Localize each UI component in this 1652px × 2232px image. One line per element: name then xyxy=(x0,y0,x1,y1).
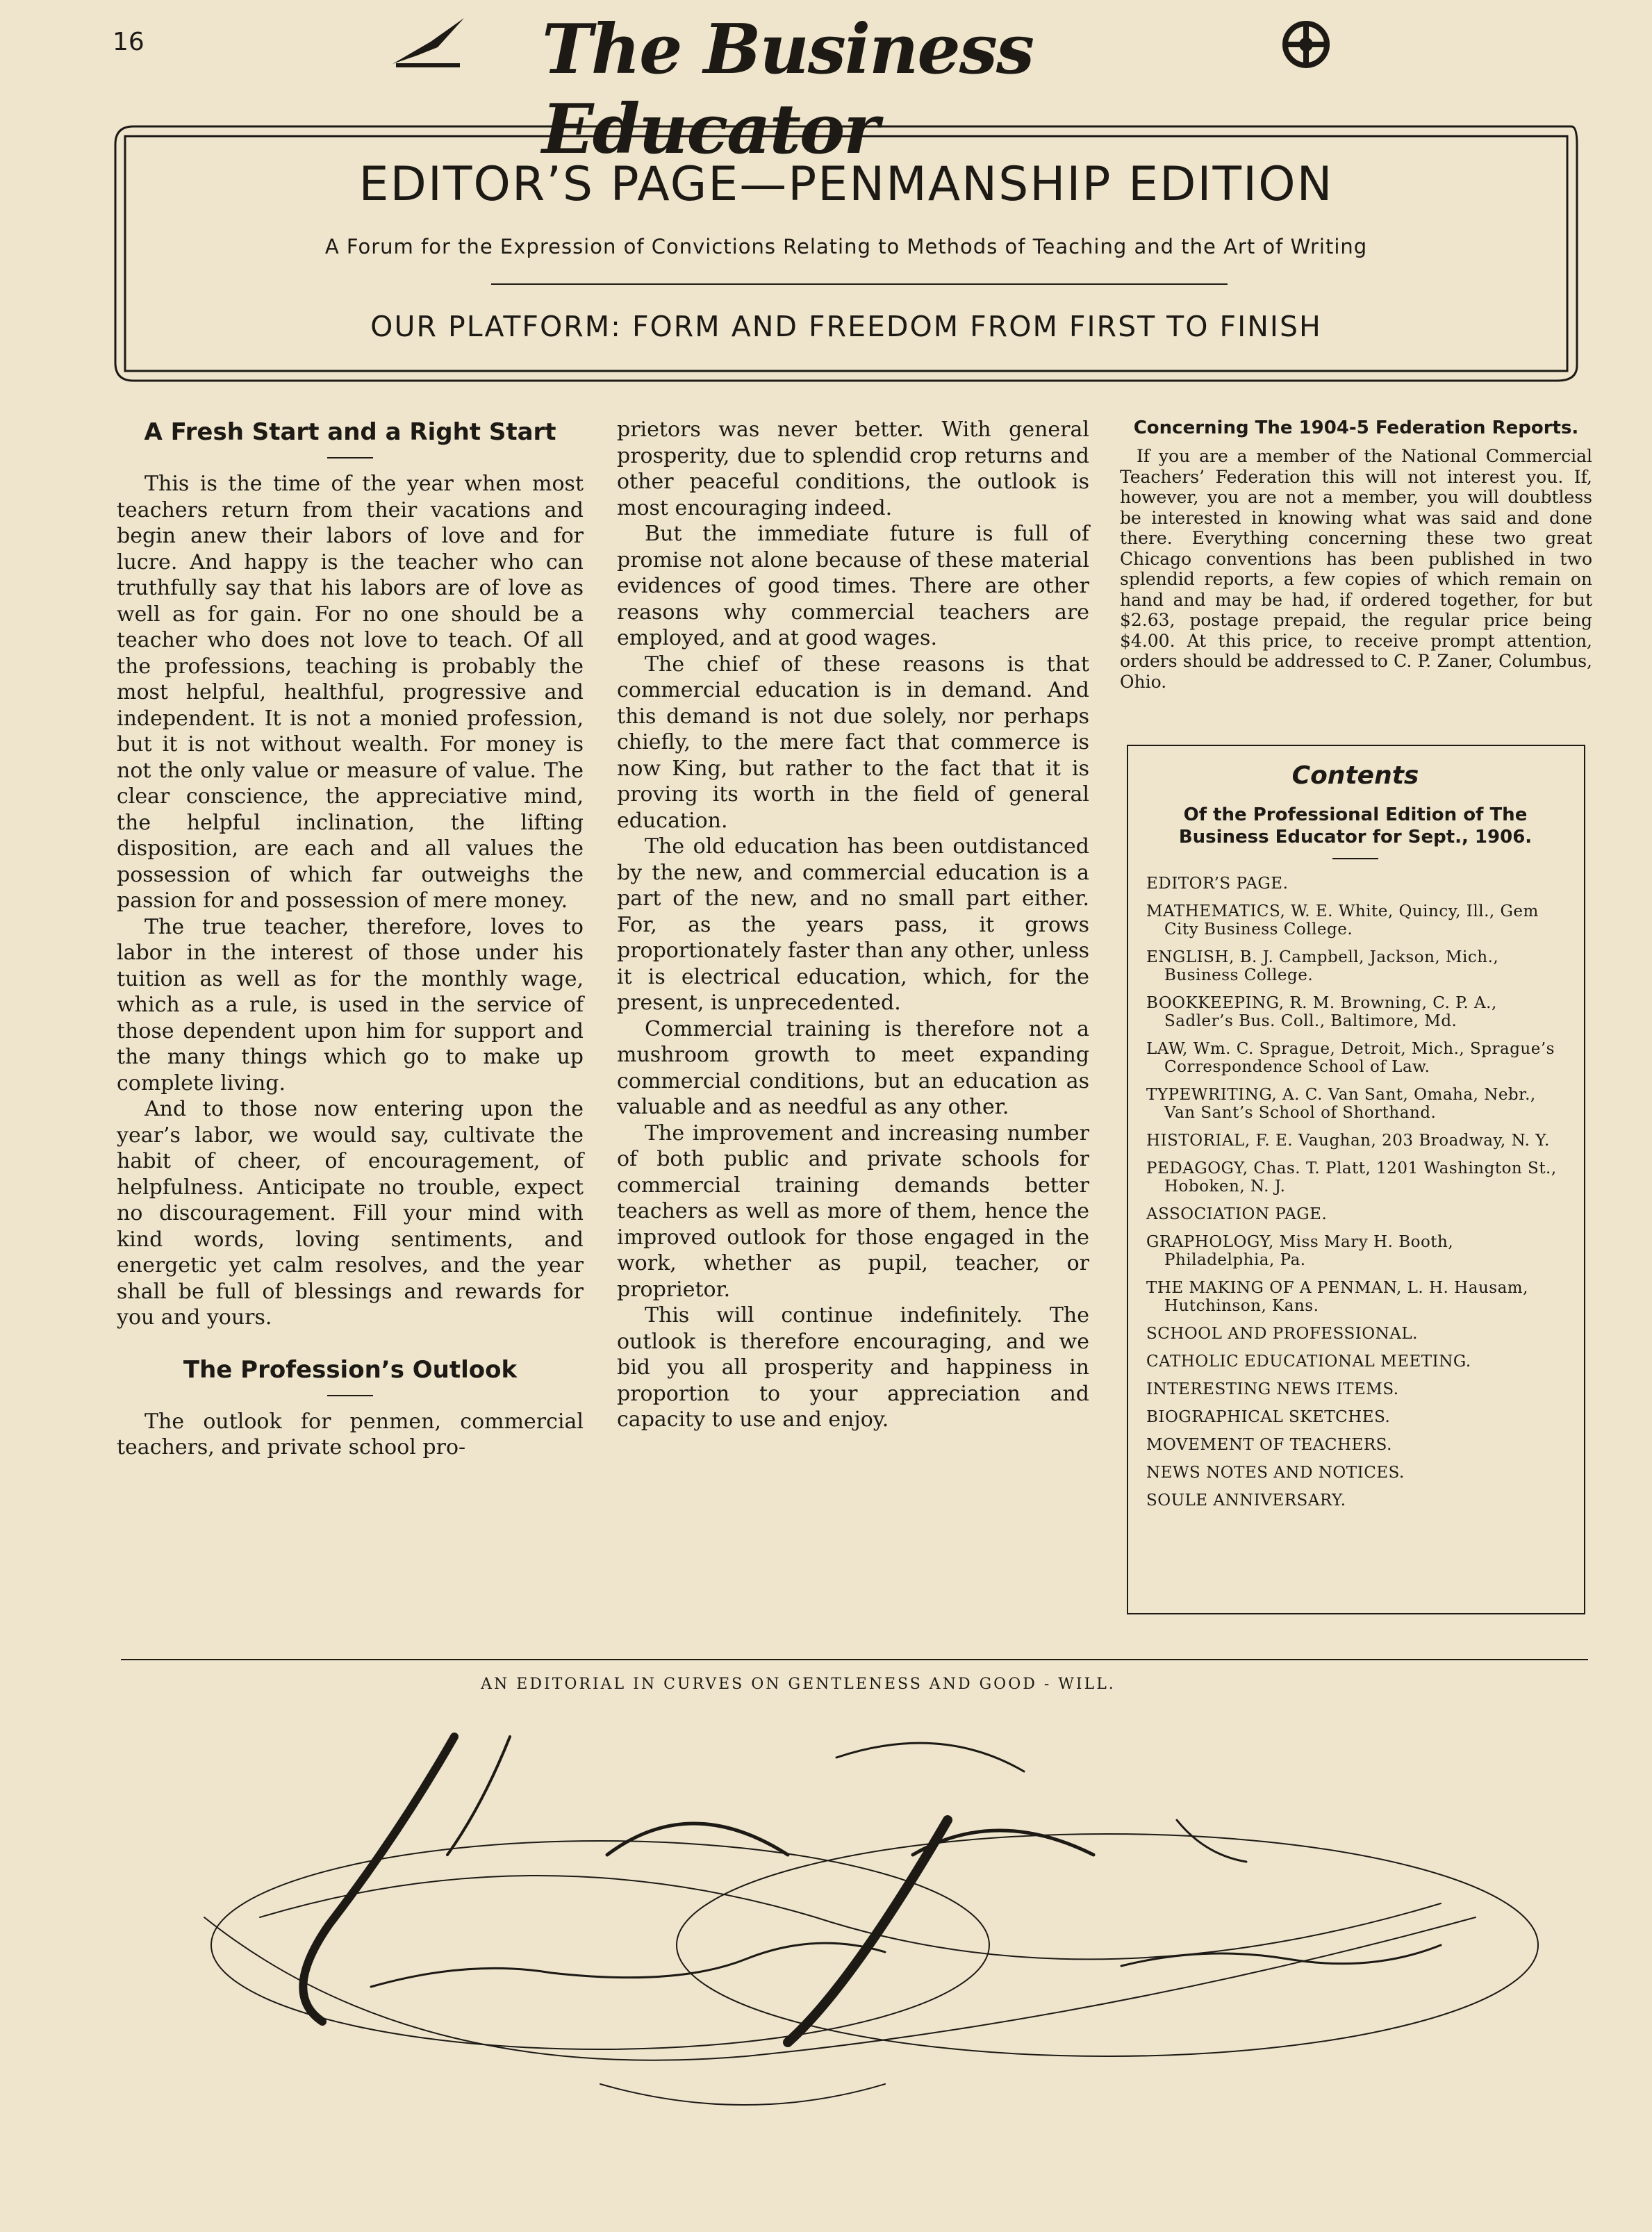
contents-item: BOOKKEEPING, R. M. Browning, C. P. A., Sadler’s Bus. Coll., Baltimore, Md. xyxy=(1146,994,1497,1030)
divider xyxy=(327,1395,373,1396)
contents-item: TYPEWRITING, A. C. Van Sant, Omaha, Nebr., Van Sant’s School of Shorthand. xyxy=(1146,1086,1536,1122)
emblem-icon xyxy=(1278,17,1334,72)
section-divider xyxy=(121,1659,1588,1660)
contents-item: MOVEMENT OF TEACHERS. xyxy=(1146,1436,1392,1454)
editorial-banner xyxy=(113,124,1580,383)
column-right xyxy=(1120,417,1592,692)
paragraph: The improvement and increasing number of both public and private schools for commercial training demands better teachers as well as more of them, hence the improved outlook for those engaged in the work, whether as pupil, teacher, or proprietor. xyxy=(617,1121,1089,1302)
federation-heading: Concerning The 1904-5 Federation Reports. xyxy=(1133,418,1579,438)
paragraph: The outlook for penmen, commercial teachers, and private school pro- xyxy=(117,1409,584,1460)
page-header xyxy=(0,0,1652,170)
contents-item: ASSOCIATION PAGE. xyxy=(1146,1205,1328,1223)
contents-item: CATHOLIC EDUCATIONAL MEETING. xyxy=(1146,1353,1471,1371)
contents-item: INTERESTING NEWS ITEMS. xyxy=(1146,1380,1399,1398)
paragraph: This will continue indefinitely. The outlook is therefore encouraging, and we bid you all prosperity and happiness in proportion to your appreciation and capacity to use and enjoy. xyxy=(617,1303,1089,1432)
banner-rule xyxy=(491,283,1228,285)
section-heading-fresh-start: A Fresh Start and a Right Start xyxy=(144,418,556,446)
paragraph: The chief of these reasons is that commercial education is in demand. And this demand is not due solely, nor perhaps chiefly, to the mere fact that commerce is now King, but rather to the fact that it is proving its worth in the field of general education. xyxy=(617,652,1089,833)
paragraph: prietors was never better. With general prosperity, due to splendid crop returns and other peaceful conditions, the outlook is most encouraging indeed. xyxy=(617,418,1089,520)
column-left xyxy=(117,417,584,1461)
contents-item: NEWS NOTES AND NOTICES. xyxy=(1146,1464,1405,1482)
contents-item: GRAPHOLOGY, Miss Mary H. Booth, Philadelphia, Pa. xyxy=(1146,1233,1454,1269)
banner-title: EDITOR’S PAGE—PENMANSHIP EDITION xyxy=(358,157,1334,212)
paragraph: And to those now entering upon the year’s labor, we would say, cultivate the habit of cheer, of encouragement, of helpfulness. Anticipate no trouble, expect no discouragement. Fill your mind with kind words, loving sentiments, and energetic yet calm resolves, and the year shall be full of blessings and rewards for you and yours. xyxy=(117,1097,584,1330)
paragraph: The old education has been outdistanced by the new, and commercial education is a part of the new, and no small part either. For, as the years pass, it grows proportionately faster than any other, unless it is electrical education, which, for the present, is unprecedented. xyxy=(617,834,1089,1015)
contents-item: EDITOR’S PAGE. xyxy=(1146,875,1289,893)
divider xyxy=(1332,858,1378,859)
banner-subtitle: A Forum for the Expression of Convictions Relating to Methods of Teaching and the Art of Writing xyxy=(324,235,1368,258)
contents-item: SOULE ANNIVERSARY. xyxy=(1146,1491,1346,1510)
federation-text: If you are a member of the National Commercial Teachers’ Federation this will not interest you. If, however, you are not a member, you will doubtless be interested in knowing what was said and done there. Everything concerning these two great Chicago conventions has been published in two splendid reports, a few copies of which remain on hand and may be had, if ordered together, for but $2.63, postage prepaid, the regular price being $4.00. At this price, to receive prompt attention, orders should be addressed to C. P. Zaner, Columbus, Ohio. xyxy=(1120,446,1592,692)
page-number: 16 xyxy=(113,28,144,56)
contents-item: THE MAKING OF A PENMAN, L. H. Hausam, Hutchinson, Kans. xyxy=(1146,1279,1528,1315)
contents-item: ENGLISH, B. J. Campbell, Jackson, Mich., Business College. xyxy=(1146,948,1499,984)
flourish-caption: AN EDITORIAL IN CURVES ON GENTLENESS AND GOOD - WILL. xyxy=(481,1676,1116,1693)
contents-item: HISTORIAL, F. E. Vaughan, 203 Broadway, N. Y. xyxy=(1146,1132,1550,1150)
contents-title: Contents xyxy=(1291,761,1419,790)
column-middle xyxy=(617,417,1089,1433)
contents-item: MATHEMATICS, W. E. White, Quincy, Ill., Gem City Business College. xyxy=(1146,902,1539,939)
contents-item: SCHOOL AND PROFESSIONAL. xyxy=(1146,1325,1418,1343)
paragraph: The true teacher, therefore, loves to labor in the interest of those under his tuition as well as for the monthly wage, which as a rule, is used in the service of those dependent upon him for support and the many things which go to make up complete living. xyxy=(117,914,584,1096)
contents-item: BIOGRAPHICAL SKETCHES. xyxy=(1146,1408,1391,1426)
contents-item: LAW, Wm. C. Sprague, Detroit, Mich., Sprague’s Correspondence School of Law. xyxy=(1146,1040,1555,1076)
quill-icon xyxy=(389,14,465,69)
divider xyxy=(327,457,373,458)
masthead-title: The Business Educator xyxy=(542,10,1034,170)
paragraph: This is the time of the year when most teachers return from their vacations and begin anew their labors of love and for lucre. And happy is the teacher who can truthfully say that his labors are of love as well as for gain. For no one should be a teacher who does not love to teach. Of all the professions, teaching is probably the most helpful, healthful, progressive and independent. It is not a monied profession, but it is not without wealth. For money is not the only value or measure of value. The clear conscience, the appreciative mind, the helpful inclination, the lifting disposition, are each and all values the possession of which far outweighs the passion for and possession of mere money. xyxy=(117,472,584,913)
paragraph: But the immediate future is full of promise not alone because of these material evidences of good times. There are other reasons why commercial teachers are employed, and at good wages. xyxy=(617,522,1089,650)
contents-box xyxy=(1127,745,1585,1614)
contents-item: PEDAGOGY, Chas. T. Platt, 1201 Washington St., Hoboken, N. J. xyxy=(1146,1159,1557,1196)
contents-list xyxy=(1146,875,1564,1510)
section-heading-outlook: The Profession’s Outlook xyxy=(183,1355,518,1384)
federation-notice xyxy=(1120,446,1592,692)
paragraph: Commercial training is therefore not a mushroom growth to meet expanding commercial conditions, but an education as valuable and as needful as any other. xyxy=(617,1016,1089,1119)
banner-platform: OUR PLATFORM: FORM AND FREEDOM FROM FIRST TO FINISH xyxy=(370,310,1322,343)
contents-subtitle: Of the Professional Edition of The Business Educator for Sept., 1906. xyxy=(1178,804,1533,848)
